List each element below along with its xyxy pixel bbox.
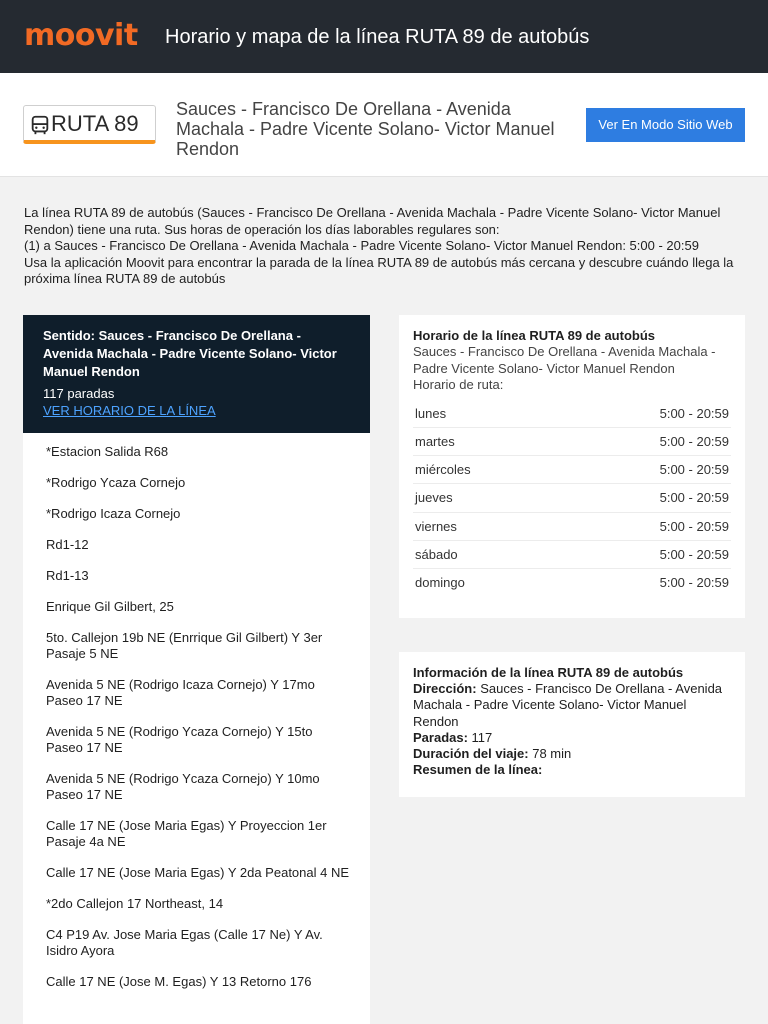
schedule-day: miércoles xyxy=(415,462,471,478)
info-direction-label: Dirección: xyxy=(413,681,477,696)
stop-item[interactable]: Calle 17 NE (Jose M. Egas) Y 13 Retorno 176 xyxy=(46,974,312,989)
intro-line-1: La línea RUTA 89 de autobús (Sauces - Francisco De Orellana - Avenida Machala - Padre Vicente Solano- Victor Manuel Rendon) tiene una ruta. Sus horas de operación los días laborables regulares son: xyxy=(24,205,721,237)
top-bar xyxy=(0,0,768,73)
info-stops-label: Paradas: xyxy=(413,729,468,745)
schedule-row xyxy=(413,513,731,541)
stop-item[interactable]: Calle 17 NE (Jose Maria Egas) Y 2da Peatonal 4 NE xyxy=(46,865,350,880)
schedule-subtitle: Sauces - Francisco De Orellana - Avenida Machala - Padre Vicente Solano- Victor Manuel Rendon xyxy=(413,344,716,376)
schedule-card xyxy=(399,315,745,618)
page-title: Horario y mapa de la línea RUTA 89 de autobús xyxy=(165,26,590,48)
line-info-card xyxy=(399,652,745,797)
info-duration xyxy=(413,746,731,762)
stop-item[interactable]: Avenida 5 NE (Rodrigo Icaza Cornejo) Y 17mo Paseo 17 NE xyxy=(46,677,315,708)
schedule-hours: 5:00 - 20:59 xyxy=(659,546,729,562)
stops-panel xyxy=(23,315,370,1024)
info-summary xyxy=(413,762,731,778)
stop-item[interactable]: C4 P19 Av. Jose Maria Egas (Calle 17 Ne) Y Av. Isidro Ayora xyxy=(46,927,323,958)
route-badge xyxy=(23,105,156,144)
info-stops xyxy=(413,730,731,746)
route-name: RUTA 89 xyxy=(51,111,139,136)
intro-line-3: Usa la aplicación Moovit para encontrar la parada de la línea RUTA 89 de autobús más cercana y descubre cuándo llega la próxima línea RUTA 89 de autobús xyxy=(24,254,734,286)
stop-item[interactable]: Avenida 5 NE (Rodrigo Ycaza Cornejo) Y 15to Paseo 17 NE xyxy=(46,724,313,755)
stop-item[interactable]: Rd1-12 xyxy=(46,537,89,552)
schedule-hours: 5:00 - 20:59 xyxy=(659,433,729,449)
info-stops-value: 117 xyxy=(471,729,493,745)
stop-item[interactable]: *Rodrigo Icaza Cornejo xyxy=(46,506,181,521)
moovit-logo[interactable]: moovit xyxy=(24,18,138,53)
schedule-row xyxy=(413,541,731,569)
stop-item[interactable]: Enrique Gil Gilbert, 25 xyxy=(46,599,174,614)
schedule-hours: 5:00 - 20:59 xyxy=(659,518,729,534)
stops-count: 117 paradas xyxy=(43,386,115,401)
info-title: Información de la línea RUTA 89 de autobús xyxy=(413,665,684,680)
schedule-row xyxy=(413,484,731,512)
route-title: Sauces - Francisco De Orellana - Avenida Machala - Padre Vicente Solano- Victor Manuel Rendon xyxy=(176,99,555,159)
schedule-row xyxy=(413,428,731,456)
schedule-label: Horario de ruta: xyxy=(413,377,504,392)
stop-item[interactable]: *Rodrigo Ycaza Cornejo xyxy=(46,475,186,490)
intro-line-2: (1) a Sauces - Francisco De Orellana - Avenida Machala - Padre Vicente Solano- Victor Manuel Rendon: 5:00 - 20:59 xyxy=(24,238,699,253)
direction-box xyxy=(23,315,370,433)
direction-title: Sentido: Sauces - Francisco De Orellana - Avenida Machala - Padre Vicente Solano- Victor Manuel Rendon xyxy=(43,328,337,379)
schedule-day: lunes xyxy=(415,405,447,421)
schedule-row xyxy=(413,569,731,597)
bus-icon xyxy=(29,114,51,136)
schedule-day: domingo xyxy=(415,575,465,591)
info-direction-value: Sauces - Francisco De Orellana - Avenida Machala - Padre Vicente Solano- Victor Manuel Rendon xyxy=(413,681,723,729)
route-header xyxy=(0,73,768,177)
schedule-hours: 5:00 - 20:59 xyxy=(659,462,729,478)
view-schedule-link[interactable]: VER HORARIO DE LA LÍNEA xyxy=(43,403,216,418)
schedule-table xyxy=(413,400,731,598)
stop-item[interactable]: *2do Callejon 17 Northeast, 14 xyxy=(46,896,224,911)
web-mode-button[interactable]: Ver En Modo Sitio Web xyxy=(586,108,745,142)
stop-item[interactable]: Avenida 5 NE (Rodrigo Ycaza Cornejo) Y 10mo Paseo 17 NE xyxy=(46,771,320,802)
info-duration-label: Duración del viaje: xyxy=(413,746,529,762)
intro-text xyxy=(24,205,739,288)
schedule-hours: 5:00 - 20:59 xyxy=(659,405,729,421)
schedule-row xyxy=(413,400,731,428)
schedule-day: jueves xyxy=(415,490,453,506)
schedule-hours: 5:00 - 20:59 xyxy=(659,575,729,591)
schedule-title: Horario de la línea RUTA 89 de autobús xyxy=(413,328,655,343)
stop-item[interactable]: *Estacion Salida R68 xyxy=(46,444,169,459)
schedule-hours: 5:00 - 20:59 xyxy=(659,490,729,506)
schedule-day: martes xyxy=(415,433,455,449)
stop-item[interactable]: 5to. Callejon 19b NE (Enrrique Gil Gilbert) Y 3er Pasaje 5 NE xyxy=(46,630,323,661)
stop-item[interactable]: Rd1-13 xyxy=(46,568,89,583)
stops-list xyxy=(23,433,370,990)
schedule-row xyxy=(413,456,731,484)
info-direction xyxy=(413,681,731,730)
info-duration-value: 78 min xyxy=(532,746,572,762)
info-summary-label: Resumen de la línea: xyxy=(413,762,543,778)
schedule-day: viernes xyxy=(415,518,457,534)
stop-item[interactable]: Calle 17 NE (Jose Maria Egas) Y Proyeccion 1er Pasaje 4a NE xyxy=(46,818,327,849)
schedule-day: sábado xyxy=(415,546,458,562)
